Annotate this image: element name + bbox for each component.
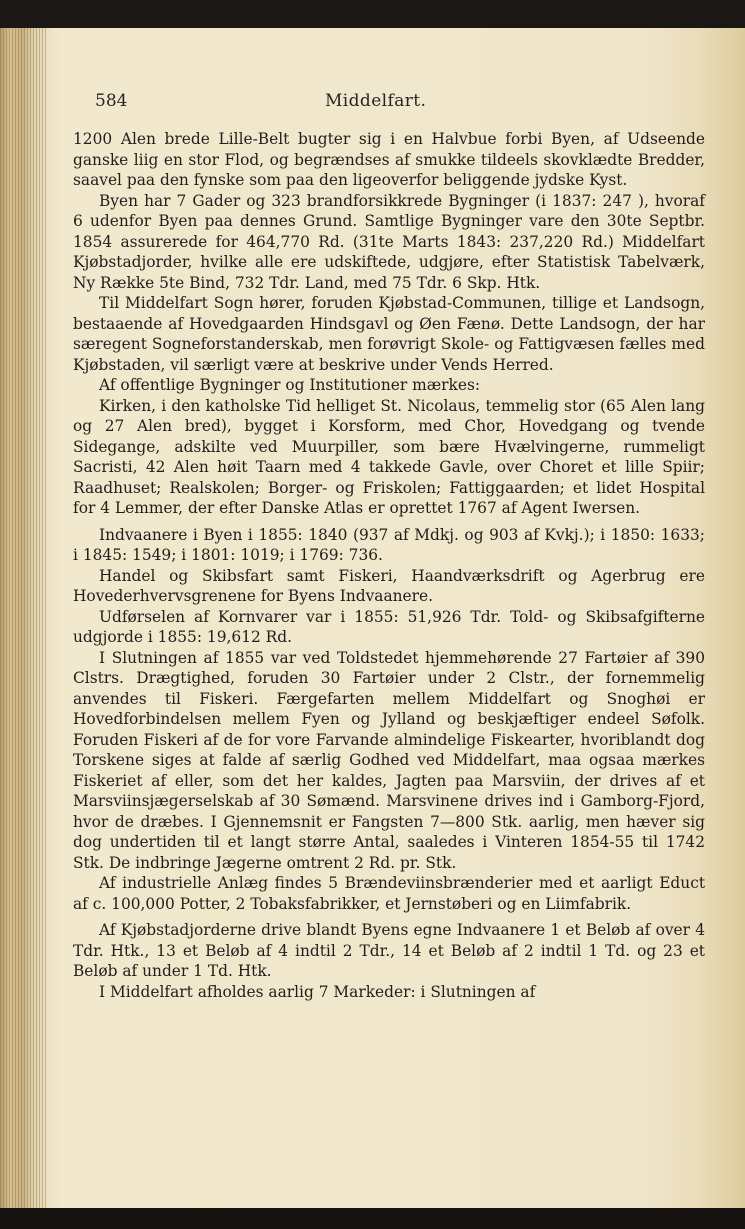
paragraph: Indvaanere i Byen i 1855: 1840 (937 af Mdkj. og 903 af Kvkj.); i 1850: 1633; i 1845: 1549; i 1801: 1019; i 1769: 736.: [73, 525, 705, 564]
paragraph: Til Middelfart Sogn hører, foruden Kjøbstad-Communen, tillige et Landsogn, bestaaende af Hovedgaarden Hindsgavl og Øen Fænø. Dette Landsogn, der har særegent Sogneforstanderskab, men forøvrigt Skole- og Fattigvæsen fælles med Kjøbstaden, vil særligt være at beskrive under Vends Herred.: [73, 294, 705, 374]
page-number: 584: [95, 91, 128, 111]
scan-border: [0, 1208, 745, 1229]
paragraph: Kirken, i den katholske Tid helliget St. Nicolaus, temmelig stor (65 Alen lang og 27 Alen bred), bygget i Korsform, med Chor, Hovedgang og tvende Sidegange, adskilte ved Muurpiller, som bære Hvælvingerne, rummeligt Sacristi, 42 Alen høit Taarn med 4 takkede Gavle, over Choret et lille Spiir; Raadhuset; Realskolen; Borger- og Friskolen; Fattiggaarden; et lidet Hospital for 4 Lemmer, der efter Danske Atlas er oprettet 1767 af Agent Iwersen.: [73, 396, 705, 517]
paragraph: Handel og Skibsfart samt Fiskeri, Haandværksdrift og Agerbrug ere Hovederhvervsgrenene for Byens Indvaanere.: [73, 566, 705, 605]
paragraph: Udførselen af Kornvarer var i 1855: 51,926 Tdr. Told- og Skibsafgifterne udgjorde i 1855: 19,612 Rd.: [73, 607, 705, 646]
paragraph: I Slutningen af 1855 var ved Toldstedet hjemmehørende 27 Fartøier af 390 Clstrs. Drægtighed, foruden 30 Fartøier under 2 Clstr., der fornemmelig anvendes til Fiskeri. Færgefarten mellem Middelfart og Snoghøi er Hovedforbindelsen mellem Fyen og Jylland og beskjæftiger endeel Søfolk. Foruden Fiskeri af de for vore Farvande almindelige Fiskearter, hvoriblandt dog Torskene siges at falde af særlig Godhed ved Middelfart, maa ogsaa mærkes Fiskeriet af eller, som det her kaldes, Jagten paa Marsviin, der drives af et Marsviinsjægerselskab af 30 Sømænd. Marsvinene drives ind i Gamborg-Fjord, hvor de dræbes. I Gjennemsnit er Fangsten 7—800 Stk. aarlig, men hæver sig dog undertiden til et langt større Antal, saaledes i Vinteren 1854-55 til 1742 Stk. De indbringe Jægerne omtrent 2 Rd. pr. Stk.: [73, 648, 705, 872]
paragraph: 1200 Alen brede Lille-Belt bugter sig i en Halvbue forbi Byen, af Udseende ganske liig en stor Flod, og begrændses af smukke tildeels skovklædte Bredder, saavel paa den fynske som paa den ligeoverfor beliggende jydske Kyst.: [73, 130, 705, 189]
running-title: Middelfart.: [325, 91, 427, 111]
page-header: [95, 91, 600, 121]
paragraph: Af Kjøbstadjorderne drive blandt Byens egne Indvaanere 1 et Beløb af over 4 Tdr. Htk., 13 et Beløb af 4 indtil 2 Tdr., 14 et Beløb af 2 indtil 1 Td. og 23 et Beløb af under 1 Td. Htk.: [73, 921, 705, 980]
paragraph: Af industrielle Anlæg findes 5 Brændeviinsbrænderier med et aarligt Educt af c. 100,000 Potter, 2 Tobaksfabrikker, et Jernstøberi og en Liimfabrik.: [73, 874, 705, 913]
paragraph: Af offentlige Bygninger og Institutioner mærkes:: [99, 376, 481, 394]
page-edge-stack: [0, 28, 48, 1208]
paragraph: Byen har 7 Gader og 323 brandforsikkrede Bygninger (i 1837: 247 ), hvoraf 6 udenfor Byen paa dennes Grund. Samtlige Bygninger vare den 30te Septbr. 1854 assurerede for 464,770 Rd. (31te Marts 1843: 237,220 Rd.) Middelfart Kjøbstadjorder, hvilke alle ere udskiftede, udgjøre, efter Statistisk Tabelværk, Ny Række 5te Bind, 732 Tdr. Land, med 75 Tdr. 6 Skp. Htk.: [73, 191, 705, 292]
body-text: [73, 129, 705, 1002]
paragraph: I Middelfart afholdes aarlig 7 Markeder: i Slutningen af: [99, 982, 536, 1001]
